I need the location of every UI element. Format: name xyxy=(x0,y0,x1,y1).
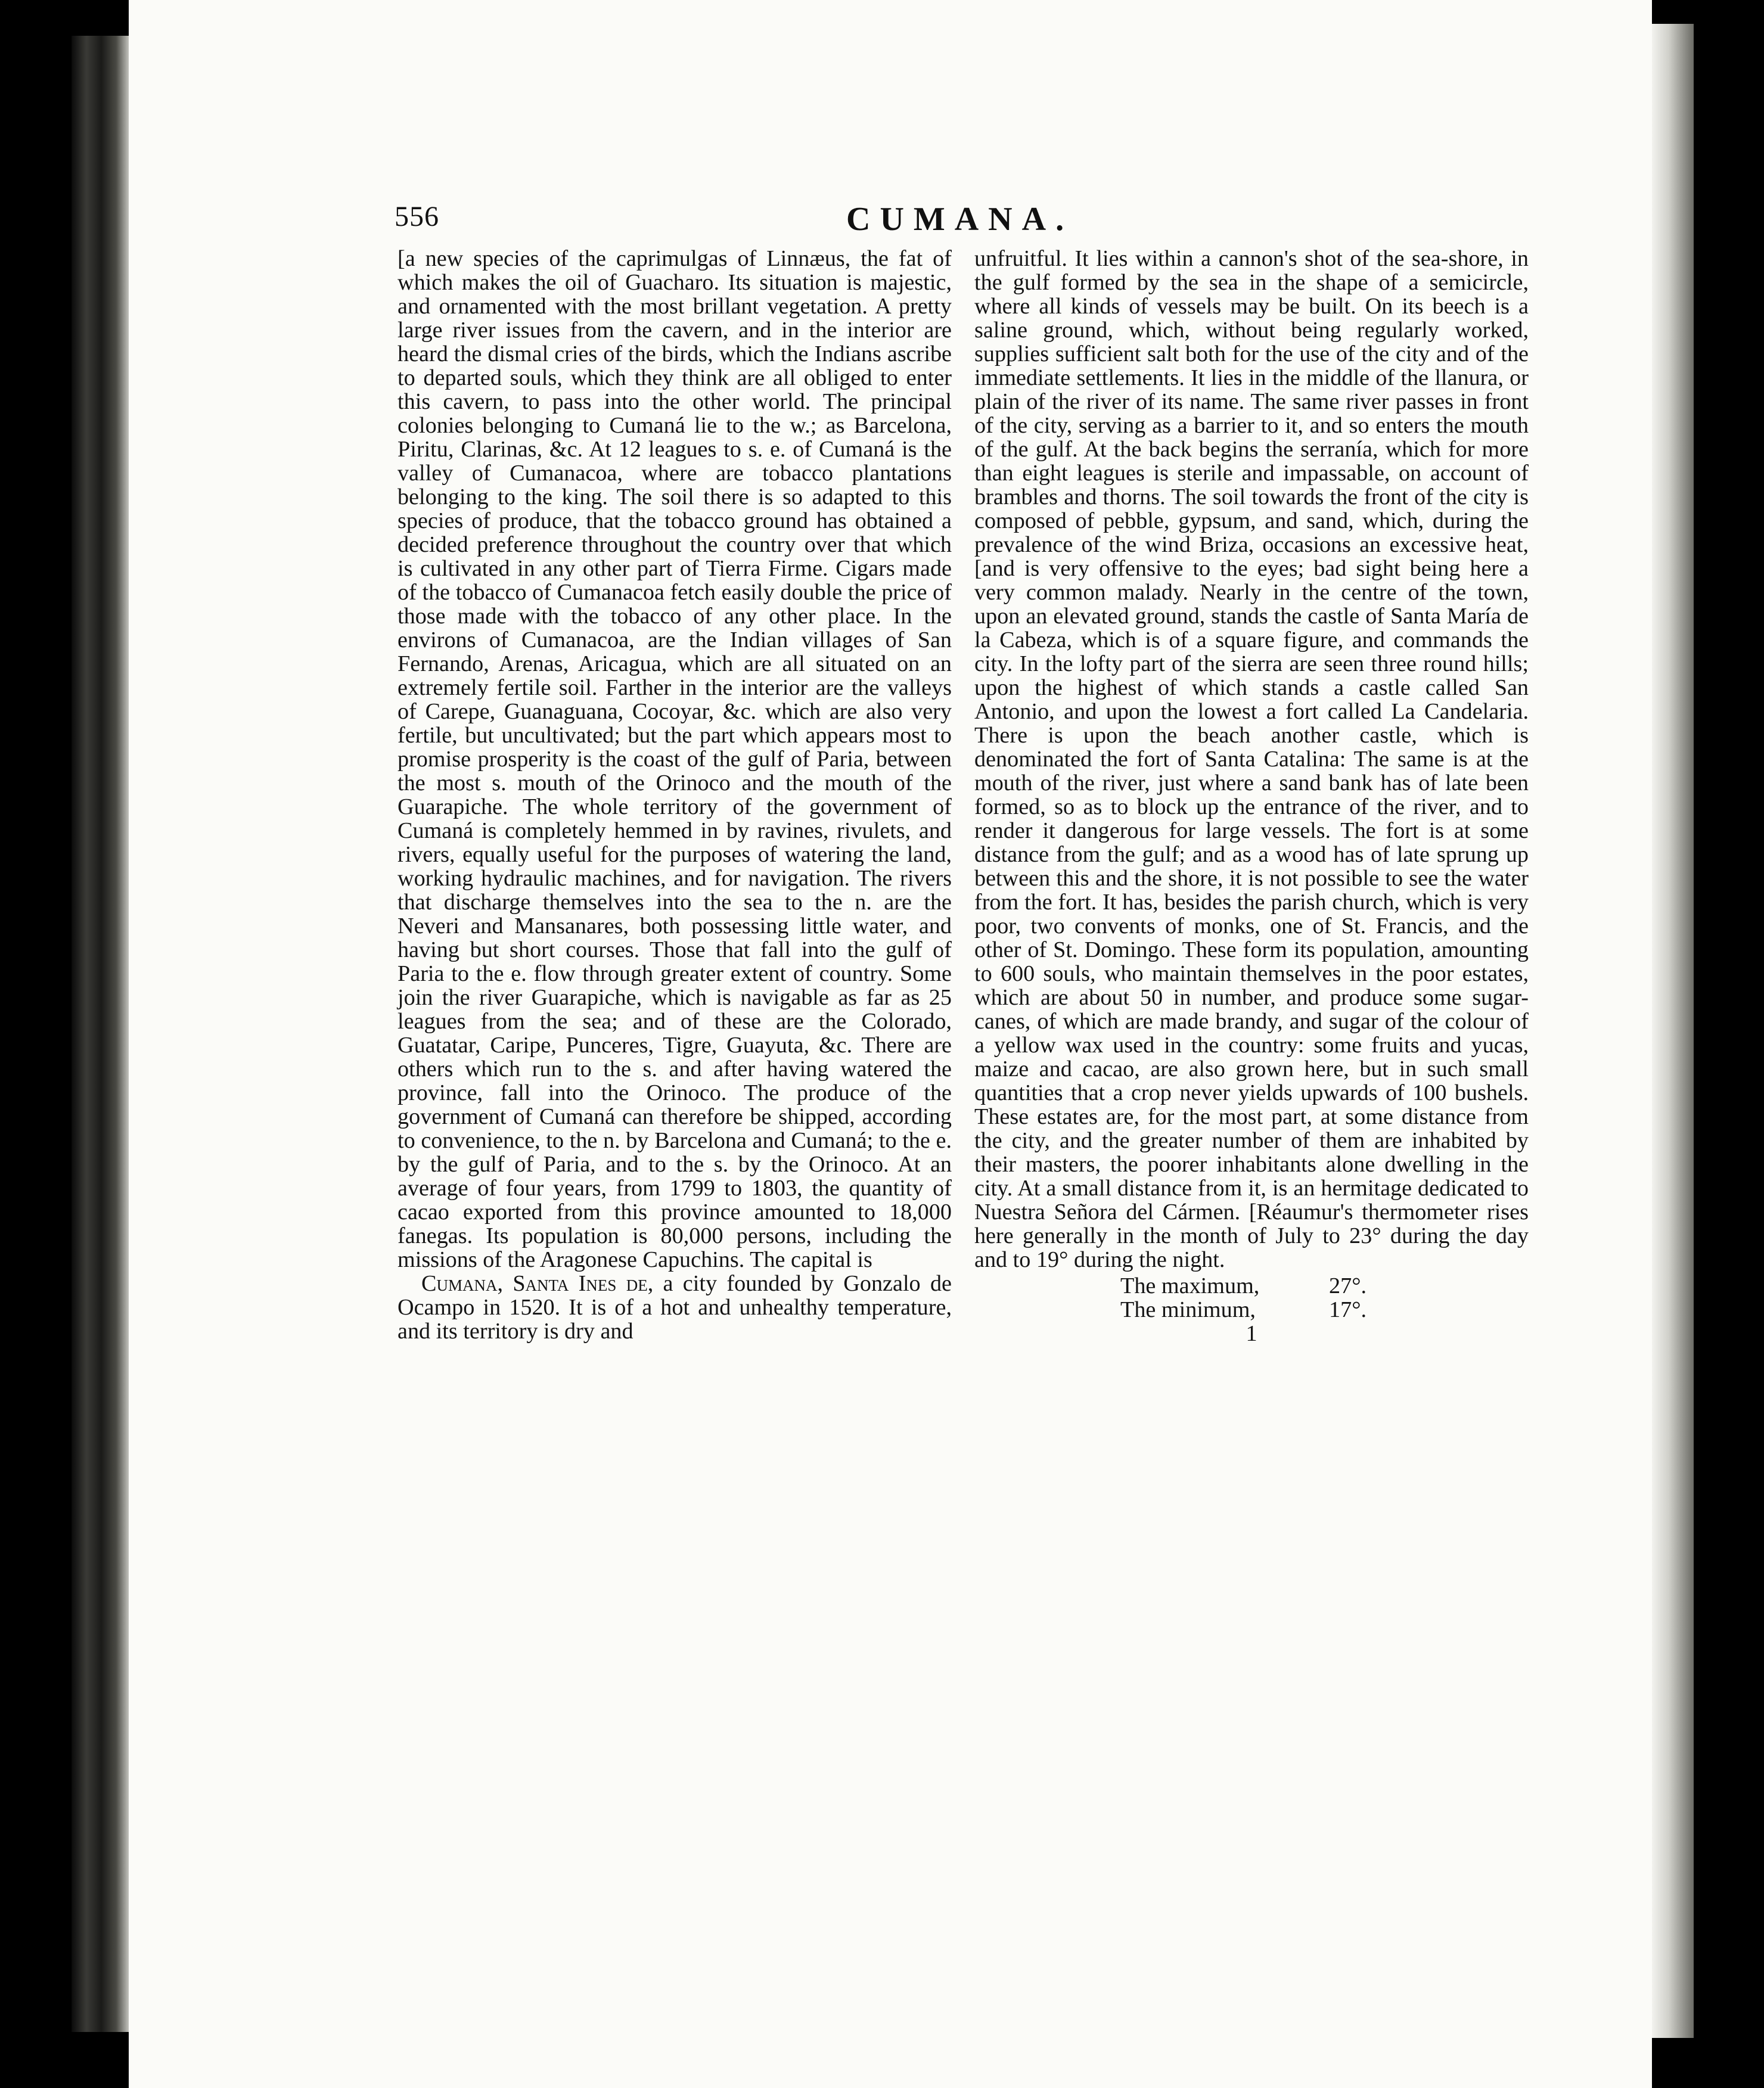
facing-page-edge xyxy=(1652,24,1694,2038)
table-row xyxy=(974,1274,1529,1298)
entry-text: a city founded by Gonzalo de Ocampo in 1520. It is of a hot and unhealthy temperature, and its territory is dry and xyxy=(397,1271,952,1344)
table-row xyxy=(974,1298,1529,1322)
right-text-column xyxy=(974,247,1529,1346)
book-spine-shadow xyxy=(72,36,131,2032)
right-paragraph-1: unfruitful. It lies within a cannon's shot of the sea-shore, in the gulf formed by the sea in the shape of a semicircle, where all kinds of vessels may be built. On its beech is a saline ground, which, without being regularly worked, supplies sufficient salt both for the use of the city and of the immediate settlements. It lies in the middle of the llanura, or plain of the river of its name. The same river passes in front of the city, serving as a barrier to it, and so enters the mouth of the gulf. At the back begins the serranía, which for more than eight leagues is sterile and impassable, on account of brambles and thorns. The soil towards the front of the city is composed of pebble, gypsum, and sand, which, during the prevalence of the wind Briza, occasions an excessive heat, [and is very offensive to the eyes; bad sight being here a very common malady. Nearly in the centre of the town, upon an elevated ground, stands the castle of Santa María de la Cabeza, which is of a square figure, and commands the city. In the lofty part of the sierra are seen three round hills; upon the highest of which stands a castle called San Antonio, and upon the lowest a fort called La Candelaria. There is upon the beach another castle, which is denominated the fort of Santa Catalina: The same is at the mouth of the river, just where a sand bank has of late been formed, so as to block up the entrance of the river, and to render it dangerous for large vessels. The fort is at some distance from the gulf; and as a wood has of late sprung up between this and the shore, it is not possible to see the water from the fort. It has, besides the parish church, which is very poor, two convents of monks, one of St. Francis, and the other of St. Domingo. These form its population, amounting to 600 souls, who maintain themselves in the poor estates, which are about 50 in number, and produce some sugar-canes, of which are made brandy, and sugar of the colour of a yellow wax used in the country: some fruits and yucas, maize and cacao, are also grown here, but in such small quantities that a crop never yields upwards of 100 bushels. These estates are, for the most part, at some distance from the city, and the greater number of them are inhabited by their masters, the poorer inhabitants alone dwelling in the city. At a small distance from it, is an hermitage dedicated to Nuestra Señora del Cármen. [Réaumur's thermometer rises here generally in the month of July to 23° during the day and to 19° during the night. xyxy=(974,246,1529,1272)
table-value: 17°. xyxy=(1329,1297,1367,1322)
table-value: 27°. xyxy=(1329,1273,1367,1298)
table-label: The maximum, xyxy=(1120,1273,1260,1298)
running-title: CUMANA. xyxy=(846,201,1074,238)
table-label: The minimum, xyxy=(1120,1297,1256,1322)
left-text-column xyxy=(397,247,952,1343)
left-paragraph-1: [a new species of the caprimulgas of Linnæus, the fat of which makes the oil of Guacharo. Its situation is majestic, and ornamented with the most brillant vegetation. A pretty large river issues from the cavern, and in the interior are heard the dismal cries of the birds, which the Indians ascribe to departed souls, which they think are all obliged to enter this cavern, to pass into the other world. The principal colonies belonging to Cumaná lie to the w.; as Barcelona, Piritu, Clarinas, &c. At 12 leagues to s. e. of Cumaná is the valley of Cumanacoa, where are tobacco plantations belonging to the king. The soil there is so adapted to this species of produce, that the tobacco ground has obtained a decided preference throughout the country over that which is cultivated in any other part of Tierra Firme. Cigars made of the tobacco of Cumanacoa fetch easily double the price of those made with the tobacco of any other place. In the environs of Cumanacoa, are the Indian villages of San Fernando, Arenas, Aricagua, which are all situated on an extremely fertile soil. Farther in the interior are the valleys of Carepe, Guanaguana, Cocoyar, &c. which are also very fertile, but uncultivated; but the part which appears most to promise prosperity is the coast of the gulf of Paria, between the most s. mouth of the Orinoco and the mouth of the Guarapiche. The whole territory of the government of Cumaná is completely hemmed in by ravines, rivulets, and rivers, equally useful for the purposes of watering the land, working hydraulic machines, and for navigation. The rivers that discharge themselves into the sea to the n. are the Neveri and Mansanares, both possessing little water, and having but short courses. Those that fall into the gulf of Paria to the e. flow through greater extent of country. Some join the river Guarapiche, which is navigable as far as 25 leagues from the sea; and of these are the Colorado, Guatatar, Caripe, Punceres, Tigre, Guayuta, &c. There are others which run to the s. and after having watered the province, fall into the Orinoco. The produce of the government of Cumaná can therefore be shipped, according to convenience, to the n. by Barcelona and Cumaná; to the e. by the gulf of Paria, and to the s. by the Orinoco. At an average of four years, from 1799 to 1803, the quantity of cacao exported from this province amounted to 18,000 fanegas. Its population is 80,000 persons, including the missions of the Aragonese Capuchins. The capital is xyxy=(397,246,952,1272)
left-paragraph-2 xyxy=(397,1272,952,1343)
page-number: 556 xyxy=(395,201,439,232)
temperature-table xyxy=(974,1274,1529,1322)
catchword: 1 xyxy=(1246,1321,1257,1346)
entry-headword: Cumana, Santa Ines de, xyxy=(421,1271,654,1296)
